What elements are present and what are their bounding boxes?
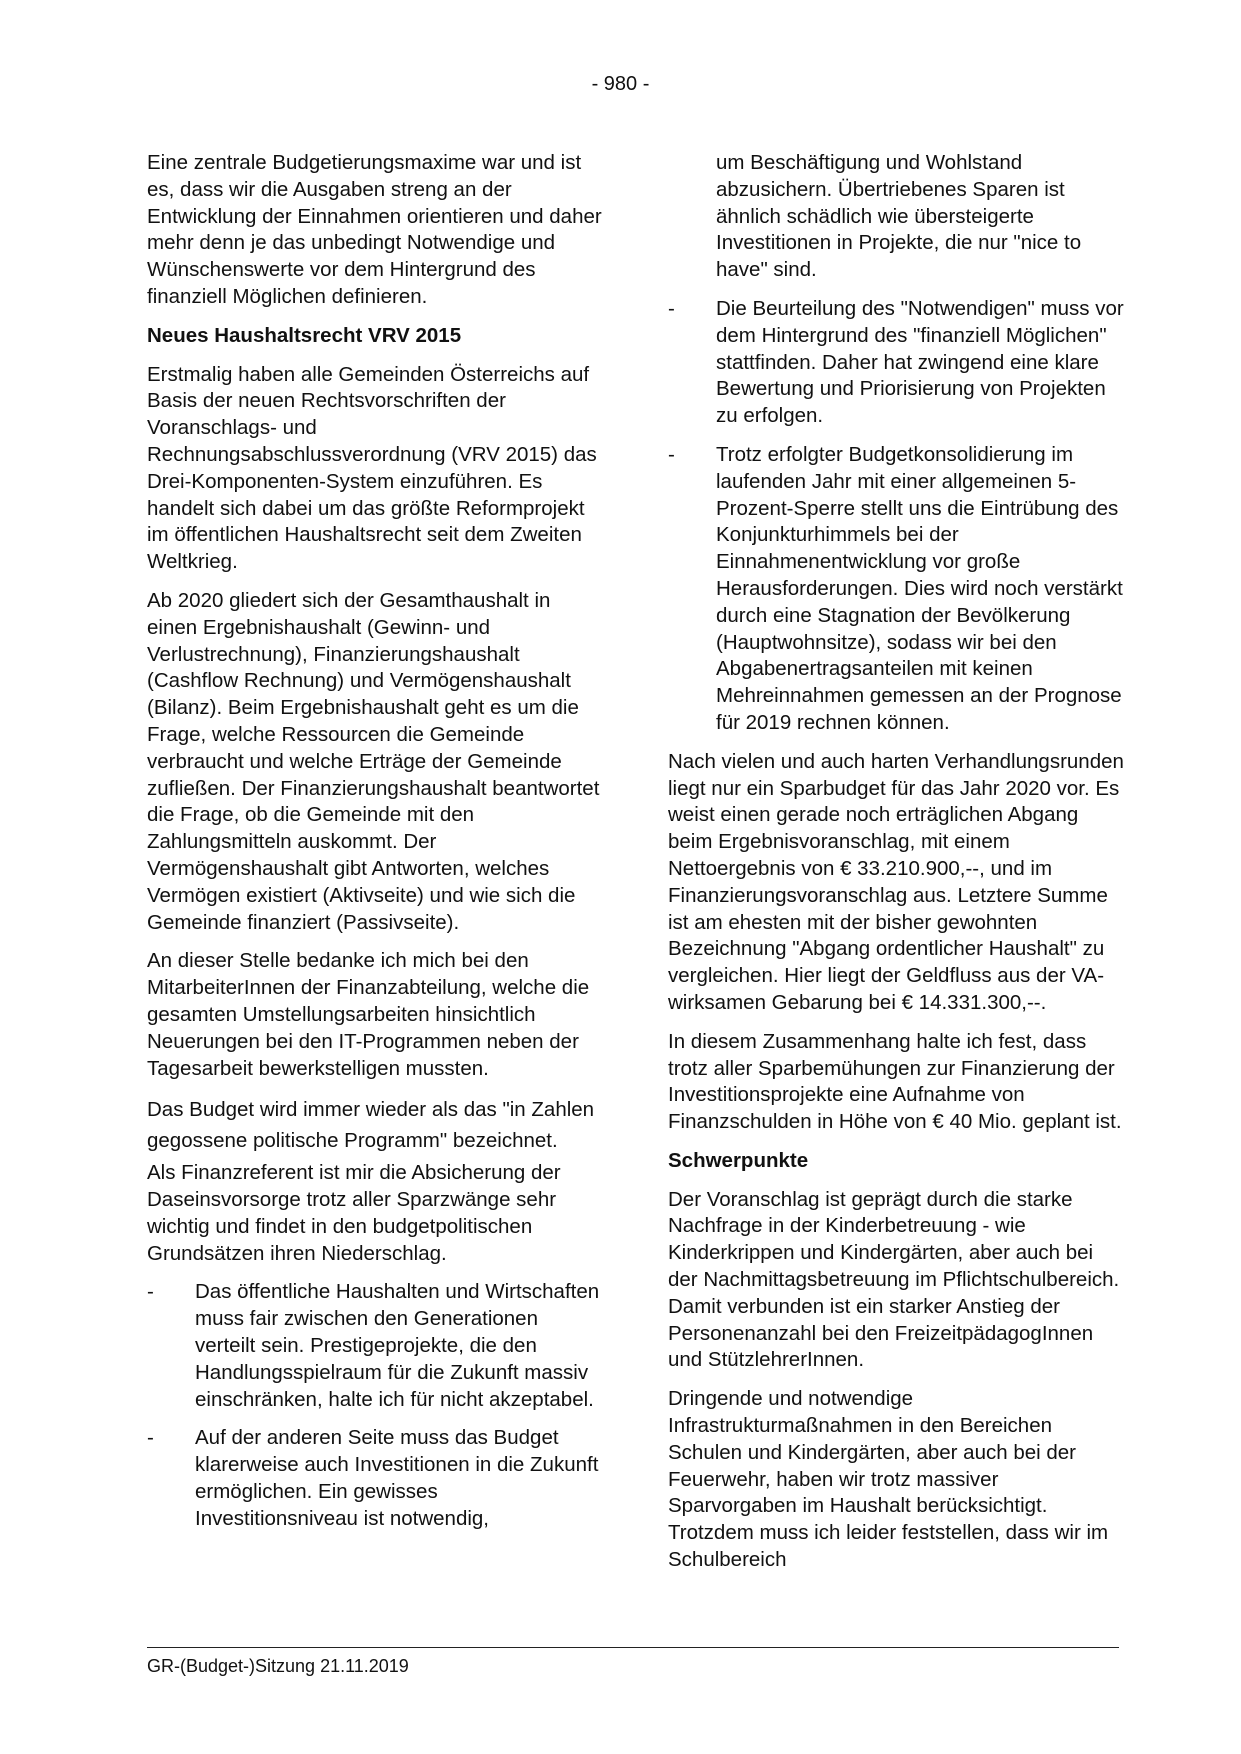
paragraph: Eine zentrale Budgetierungsmaxime war und ist es, dass wir die Ausgaben streng an der Entwicklung der Einnahmen orientieren und daher mehr denn je das unbedingt Notwendige und Wünschenswerte vor dem Hintergrund des finanziell Möglichen definieren.: [147, 151, 602, 308]
bullet-dash: -: [147, 1426, 154, 1450]
footer-text: GR-(Budget-)Sitzung 21.11.2019: [147, 1656, 409, 1676]
list-item-continuation: um Beschäftigung und Wohlstand abzusichern. Übertriebenes Sparen ist ähnlich schädlich wie übersteigerte Investitionen in Projekte, die nur "nice to have" sind.: [716, 151, 1082, 282]
bullet-dash: -: [668, 442, 675, 466]
list-item: [147, 1279, 603, 1413]
paragraph: Erstmalig haben alle Gemeinden Österreichs auf Basis der neuen Rechtsvorschriften der Voranschlags- und Rechnungsabschlussverordnung (VRV 2015) das Drei-Komponenten-System einzuführen. Es handelt sich dabei um das größte Reformprojekt im öffentlichen Haushaltsrecht seit dem Zweiten Weltkrieg.: [147, 362, 597, 574]
paragraph: Der Voranschlag ist geprägt durch die starke Nachfrage in der Kinderbetreuung - wie Kinderkrippen und Kindergärten, aber auch bei der Nachmittagsbetreuung im Pflichtschulbereich. Damit verbunden ist ein starker Anstieg der Personenanzahl bei den FreizeitpädagogInnen und StützlehrerInnen.: [668, 1187, 1120, 1372]
footer-divider: [147, 1647, 1119, 1648]
paragraph: Nach vielen und auch harten Verhandlungsrunden liegt nur ein Sparbudget für das Jahr 2020 vor. Es weist einen gerade noch erträglichen Abgang beim Ergebnisvoranschlag, mit einem Nettoergebnis von € 33.210.900,--, und im Finanzierungsvoranschlag aus. Letztere Summe ist am ehesten mit der bisher gewohnten Bezeichnung "Abgang ordentlicher Haushalt" zu vergleichen. Hier liegt der Geldfluss aus der VA-wirksamen Gebarung bei € 14.331.300,--.: [668, 749, 1124, 1014]
section-heading: Neues Haushaltsrecht VRV 2015: [147, 323, 462, 347]
paragraph: An dieser Stelle bedanke ich mich bei den MitarbeiterInnen der Finanzabteilung, welche die gesamten Umstellungsarbeiten hinsichtlich Neuerungen bei den IT-Programmen neben der Tagesarbeit bewerkstelligen mussten.: [147, 949, 590, 1080]
bullet-dash: -: [147, 1280, 154, 1304]
page-number: - 980 -: [591, 73, 650, 95]
paragraph: Als Finanzreferent ist mir die Absicherung der Daseinsvorsorge trotz aller Sparzwänge sehr wichtig und findet in den budgetpolitischen Grundsätzen ihren Niederschlag.: [147, 1161, 561, 1265]
right-column: [668, 150, 1124, 1586]
list-item-text: Die Beurteilung des "Notwendigen" muss vor dem Hintergrund des "finanziell Möglichen" stattfinden. Daher hat zwingend eine klare Bewertung und Priorisierung von Projekten zu erfolgen.: [716, 296, 1124, 428]
list-item: [668, 442, 1124, 737]
list-item-text: Das öffentliche Haushalten und Wirtschaften muss fair zwischen den Generationen verteilt sein. Prestigeprojekte, die den Handlungsspielraum für die Zukunft massiv einschränken, halte ich für nicht akzeptabel.: [195, 1280, 600, 1411]
left-column: [147, 150, 603, 1545]
paragraph: Dringende und notwendige Infrastrukturmaßnahmen in den Bereichen Schulen und Kindergärten, aber auch bei der Feuerwehr, haben wir trotz massiver Sparvorgaben im Haushalt berücksichtigt. Trotzdem muss ich leider feststellen, dass wir im Schulbereich: [668, 1387, 1109, 1572]
list-item-text: Trotz erfolgter Budgetkonsolidierung im laufenden Jahr mit einer allgemeinen 5-Prozent-Sperre stellt uns die Eintrübung des Konjunkturhimmels bei der Einnahmenentwicklung vor große Herausforderungen. Dies wird noch verstärkt durch eine Stagnation der Bevölkerung (Hauptwohnsitze), sodass wir bei den Abgabenertragsanteilen mit keinen Mehreinnahmen gemessen an der Prognose für 2019 rechnen können.: [716, 442, 1123, 734]
paragraph: Das Budget wird immer wieder als das "in Zahlen gegossene politische Programm" bezeichnet.: [147, 1098, 595, 1153]
paragraph: Ab 2020 gliedert sich der Gesamthaushalt in einen Ergebnishaushalt (Gewinn- und Verlustrechnung), Finanzierungshaushalt (Cashflow Rechnung) und Vermögenshaushalt (Bilanz). Beim Ergebnishaushalt geht es um die Frage, welche Ressourcen die Gemeinde verbraucht und welche Erträge der Gemeinde zufließen. Der Finanzierungshaushalt beantwortet die Frage, ob die Gemeinde mit den Zahlungsmitteln auskommt. Der Vermögenshaushalt gibt Antworten, welches Vermögen existiert (Aktivseite) und wie sich die Gemeinde finanziert (Passivseite).: [147, 588, 600, 934]
list-item: [668, 296, 1124, 430]
list-item: [147, 1425, 603, 1532]
list-item-text: Auf der anderen Seite muss das Budget klarerweise auch Investitionen in die Zukunft ermöglichen. Ein gewisses Investitionsniveau ist notwendig,: [195, 1426, 599, 1530]
section-heading: Schwerpunkte: [668, 1148, 809, 1172]
bullet-dash: -: [668, 296, 675, 320]
paragraph: In diesem Zusammenhang halte ich fest, dass trotz aller Sparbemühungen zur Finanzierung der Investitionsprojekte eine Aufnahme von Finanzschulden in Höhe von € 40 Mio. geplant ist.: [668, 1029, 1122, 1134]
